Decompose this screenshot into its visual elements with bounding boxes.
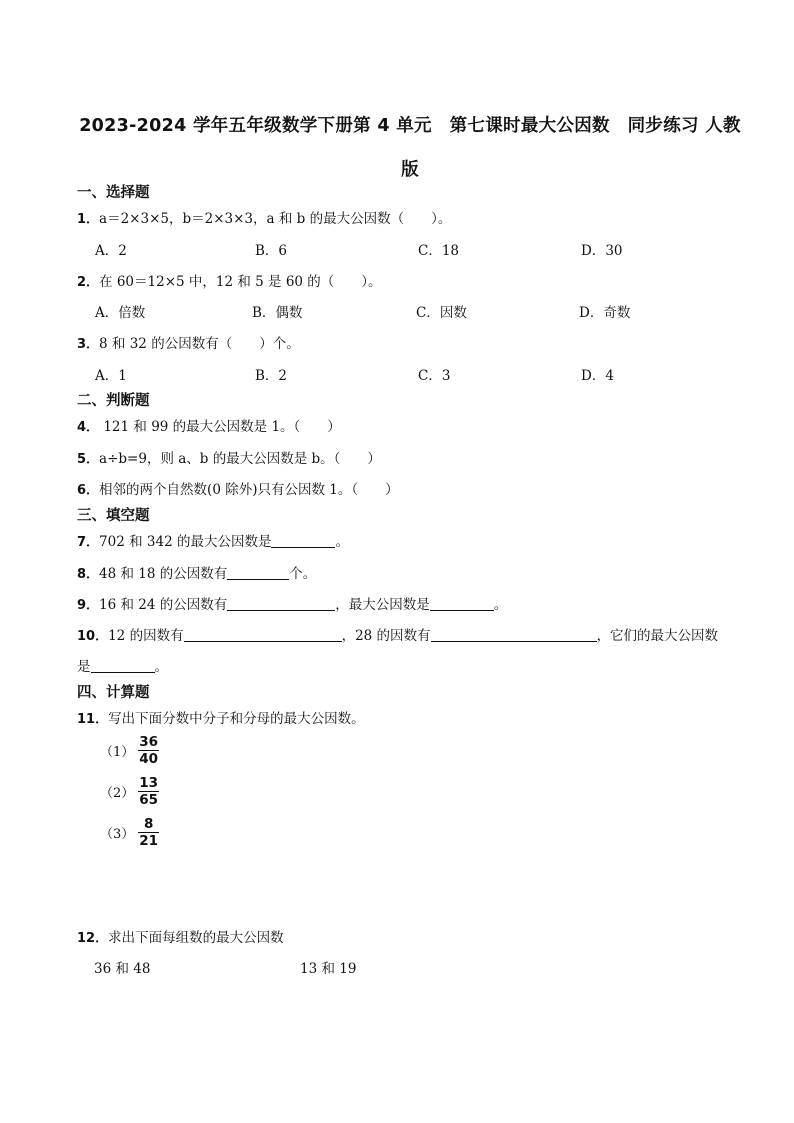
answer-blank[interactable] <box>184 627 342 642</box>
question-text-end: 。 <box>335 534 349 550</box>
q2-option-c: C．因数 <box>416 305 467 321</box>
question-text-end: 。 <box>493 597 508 613</box>
fraction <box>138 816 159 849</box>
question-number: 2． <box>77 275 100 290</box>
question-number: 4． <box>77 420 100 435</box>
q3-option-d: D．4 <box>581 368 614 384</box>
title-line-2: 版 <box>401 160 419 180</box>
question-text: 是 <box>77 659 91 675</box>
q3-option-a: A．1 <box>95 368 127 384</box>
question-text: 在 60＝12×5 中，12 和 5 是 60 的（ ）。 <box>99 274 382 290</box>
answer-blank[interactable] <box>430 596 494 611</box>
fraction <box>138 775 159 808</box>
denominator: 65 <box>139 792 159 808</box>
question-text-end: 。 <box>154 659 168 675</box>
q2-option-a: A．倍数 <box>95 305 146 321</box>
q3-option-c: C．3 <box>418 368 451 384</box>
question-number: 9． <box>77 598 100 613</box>
page-title <box>70 104 750 192</box>
question-3 <box>77 332 300 352</box>
numerator: 13 <box>139 775 159 791</box>
denominator: 21 <box>139 833 159 849</box>
question-text: 16 和 24 的公因数有 <box>99 597 228 613</box>
question-12 <box>77 926 284 946</box>
question-text: 相邻的两个自然数(0 除外)只有公因数 1。（ ） <box>99 482 399 498</box>
question-10 <box>77 624 718 644</box>
item-label: （2） <box>100 786 135 801</box>
section-heading-fill: 三、填空题 <box>77 508 150 524</box>
question-number: 8． <box>77 567 100 582</box>
question-number: 10． <box>77 629 109 644</box>
question-7 <box>77 530 349 550</box>
question-text-mid: ，最大公因数是 <box>335 597 430 613</box>
question-number: 1． <box>77 212 100 227</box>
numerator: 36 <box>139 734 159 750</box>
fraction <box>138 734 159 767</box>
question-text: 121 和 99 的最大公因数是 1。（ ） <box>99 419 341 435</box>
item-label: （3） <box>100 827 135 842</box>
q1-option-c: C．18 <box>418 243 460 259</box>
question-11 <box>77 707 365 727</box>
answer-blank[interactable] <box>91 658 155 673</box>
question-1 <box>77 207 451 227</box>
question-2 <box>77 270 382 290</box>
question-text: 12 的因数有 <box>108 628 184 644</box>
question-number: 12． <box>77 931 109 946</box>
number-pair-1: 36 和 48 <box>94 961 151 977</box>
question-text-end: ，它们的最大公因数 <box>596 628 719 644</box>
number-pair-2: 13 和 19 <box>300 961 357 977</box>
question-4 <box>77 415 341 435</box>
question-text: 求出下面每组数的最大公因数 <box>108 930 284 946</box>
section-heading-calc: 四、计算题 <box>77 685 150 701</box>
q1-option-d: D．30 <box>581 243 623 259</box>
answer-blank[interactable] <box>271 533 335 548</box>
answer-blank[interactable] <box>431 627 597 642</box>
title-line-1: 2023-2024 学年五年级数学下册第 4 单元 第七课时最大公因数 同步练习 人教 <box>79 116 741 136</box>
question-text: a＝2×3×5，b＝2×3×3，a 和 b 的最大公因数（ ）。 <box>99 211 452 227</box>
question-number: 7． <box>77 535 100 550</box>
question-text: 48 和 18 的公因数有 <box>99 566 228 582</box>
q2-option-b: B．偶数 <box>252 305 303 321</box>
section-heading-choice: 一、选择题 <box>77 185 150 201</box>
question-number: 6． <box>77 483 100 498</box>
item-label: （1） <box>100 745 135 760</box>
question-text: a÷b=9，则 a、b 的最大公因数是 b。（ ） <box>99 451 381 467</box>
question-text: 写出下面分数中分子和分母的最大公因数。 <box>108 711 365 727</box>
question-8 <box>77 562 316 582</box>
numerator: 8 <box>143 816 154 832</box>
q2-option-d: D．奇数 <box>579 305 631 321</box>
question-text-end: 个。 <box>289 566 317 582</box>
question-10-line-2 <box>77 655 168 675</box>
question-text: 702 和 342 的最大公因数是 <box>99 534 272 550</box>
question-number: 11． <box>77 712 109 727</box>
q3-option-b: B．2 <box>255 368 288 384</box>
fraction-item-1 <box>100 734 159 767</box>
question-number: 5． <box>77 452 100 467</box>
answer-blank[interactable] <box>227 565 289 580</box>
fraction-item-3 <box>100 816 159 849</box>
answer-blank[interactable] <box>227 596 335 611</box>
question-text-mid: ，28 的因数有 <box>341 628 431 644</box>
question-6 <box>77 478 399 498</box>
fraction-item-2 <box>100 775 159 808</box>
denominator: 40 <box>139 751 159 767</box>
section-heading-judge: 二、判断题 <box>77 393 150 409</box>
question-9 <box>77 593 507 613</box>
q1-option-b: B．6 <box>255 243 288 259</box>
question-text: 8 和 32 的公因数有（ ）个。 <box>99 336 300 352</box>
q1-option-a: A．2 <box>95 243 127 259</box>
question-5 <box>77 447 381 467</box>
question-number: 3． <box>77 337 100 352</box>
